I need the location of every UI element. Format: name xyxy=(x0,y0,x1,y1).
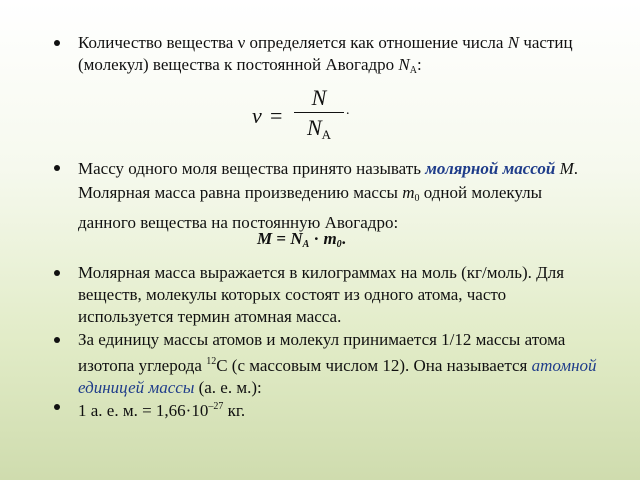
bullet-dot-icon xyxy=(54,337,60,343)
symbol-n: N xyxy=(507,33,520,52)
bullet-dot-icon xyxy=(54,404,60,410)
den-symbol: N xyxy=(306,115,322,140)
formula-molar-mass xyxy=(257,229,346,250)
formula-fraction xyxy=(294,86,344,140)
formula-n: N xyxy=(290,229,303,248)
den-subscript: A xyxy=(321,127,332,142)
text: C (с массовым числом 12). Она называется xyxy=(216,356,532,375)
bullet-amu-value xyxy=(78,396,598,422)
formula-lhs: ν xyxy=(252,103,262,128)
text: одной молекулы данного вещества на постоянную Авогадро: xyxy=(78,183,543,232)
text: 1 а. е. м. = 1,66·10 xyxy=(78,401,209,420)
bullet-dot-icon xyxy=(54,270,60,276)
bullet-dot-icon xyxy=(54,40,60,46)
text: . Молярная масса равна произведению массы xyxy=(78,159,579,202)
bullet-units xyxy=(78,262,598,328)
bullet-amount-of-substance xyxy=(78,32,598,82)
subscript: A xyxy=(409,65,417,76)
formula-period: . xyxy=(346,103,350,118)
text: : xyxy=(417,55,422,74)
formula-subscript: 0 xyxy=(336,239,342,250)
bullet-dot-icon xyxy=(54,165,60,171)
formula-subscript: A xyxy=(302,239,310,250)
text: Массу одного моля вещества принято называть xyxy=(78,159,426,178)
formula-equals: = xyxy=(272,229,291,248)
text: Количество вещества ν определяется как отношение числа xyxy=(78,33,508,52)
superscript: –27 xyxy=(208,401,224,412)
symbol-na: N xyxy=(398,55,410,74)
fraction-bar xyxy=(294,112,344,113)
bullet-molar-mass xyxy=(78,157,598,235)
subscript: 0 xyxy=(414,193,420,204)
term-atomic-mass-unit: атомной единицей массы xyxy=(78,356,597,397)
text: (а. е. м.): xyxy=(194,378,262,397)
formula-numerator: N xyxy=(311,85,327,110)
symbol-m: M xyxy=(559,159,574,178)
superscript: 12 xyxy=(206,356,217,367)
text: За единицу массы атомов и молекул принимается 1/12 массы атома изотопа углерода xyxy=(78,330,566,375)
formula-m: M xyxy=(257,229,273,248)
formula-m0: m xyxy=(323,229,337,248)
symbol-m0: m xyxy=(402,183,415,202)
text: кг. xyxy=(223,401,246,420)
formula-period: . xyxy=(341,229,346,248)
text: частиц (молекул) вещества к постоянной Авогадро xyxy=(78,33,573,74)
bullet-atomic-mass-unit xyxy=(78,329,598,399)
term-molar-mass: молярной массой xyxy=(425,159,556,178)
formula-dot: · xyxy=(309,229,324,248)
formula-equals: = xyxy=(270,103,283,128)
formula-denominator xyxy=(294,116,344,140)
text: Молярная масса выражается в килограммах на моль (кг/моль). Для веществ, молекулы которых состоят из одного атома, часто используется термин атомная масса. xyxy=(78,263,565,326)
